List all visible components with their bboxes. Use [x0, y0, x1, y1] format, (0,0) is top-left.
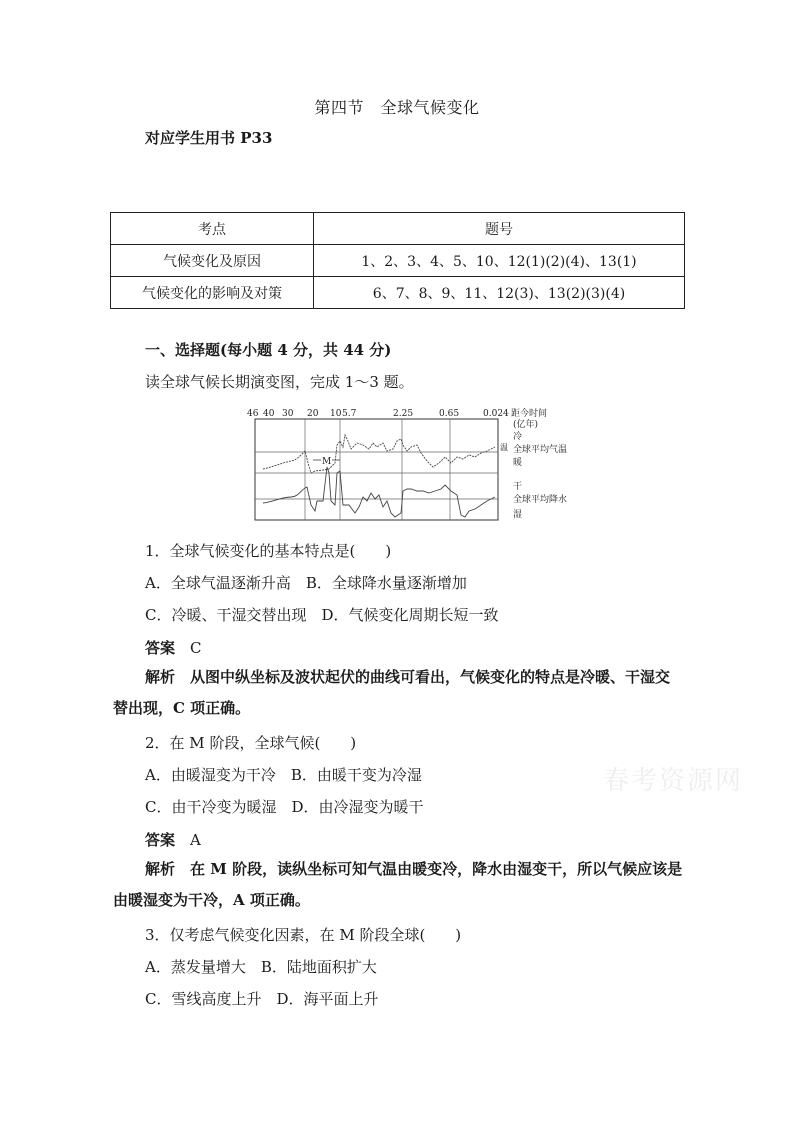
question-1-analysis — [113, 662, 685, 724]
answer-value: C — [190, 639, 202, 657]
table-cell: 气候变化的影响及对策 — [111, 277, 314, 309]
temp-mid-label: 温 — [500, 443, 508, 452]
table-cell: 6、7、8、9、11、12(3)、13(2)(3)(4) — [314, 277, 685, 309]
analysis-label: 解析 — [145, 668, 176, 686]
tick-label: 46 — [247, 409, 259, 419]
axis-title: 距今时间 — [511, 409, 548, 419]
table-header-cell: 题号 — [314, 213, 685, 245]
answer-label: 答案 — [145, 639, 176, 657]
temp-axis-label: 全球平均气温 — [513, 445, 568, 455]
table-header-row — [111, 213, 685, 245]
tick-label: 20 — [307, 409, 319, 419]
tick-label: 2.25 — [393, 409, 414, 419]
textbook-reference: 对应学生用书 P33 — [145, 129, 273, 147]
tick-label: 10 — [330, 409, 342, 419]
question-1-options-cd: C．冷暖、干湿交替出现 D．气候变化周期长短一致 — [145, 606, 499, 624]
question-1-stem: 1．全球气候变化的基本特点是( ) — [145, 542, 392, 560]
tick-label: 30 — [282, 409, 294, 419]
table-row — [111, 277, 685, 309]
tick-label: 5.7 — [342, 409, 357, 419]
tick-label: 40 — [263, 409, 275, 419]
table-row — [111, 245, 685, 277]
rain-dry-label: 干 — [513, 482, 523, 492]
m-marker: M — [322, 457, 332, 467]
question-1-options-ab: A．全球气温逐渐升高 B．全球降水量逐渐增加 — [145, 574, 467, 592]
rain-wet-label: 湿 — [513, 510, 523, 520]
analysis-label: 解析 — [145, 860, 176, 878]
rain-axis-label: 全球平均降水 — [513, 495, 568, 505]
section-intro: 读全球气候长期演变图，完成 1～3 题。 — [145, 373, 414, 391]
question-2-analysis — [113, 854, 685, 916]
question-3-stem: 3．仅考虑气候变化因素，在 M 阶段全球( ) — [145, 926, 462, 944]
figure-frame — [255, 419, 498, 520]
answer-label: 答案 — [145, 831, 176, 849]
answer-value: A — [190, 831, 201, 849]
question-2-options-ab: A．由暖湿变为干冷 B．由暖干变为冷湿 — [145, 766, 422, 784]
question-3-options-cd: C．雪线高度上升 D．海平面上升 — [145, 990, 379, 1008]
question-3-options-ab: A．蒸发量增大 B．陆地面积扩大 — [145, 958, 377, 976]
question-2-options-cd: C．由干冷变为暖湿 D．由冷湿变为暖干 — [145, 798, 424, 816]
page-title: 第四节 全球气候变化 — [314, 98, 480, 117]
temperature-curve — [263, 435, 495, 473]
tick-label: 0.024 — [483, 409, 509, 419]
section-heading: 一、选择题(每小题 4 分，共 44 分) — [145, 341, 392, 359]
table-cell: 1、2、3、4、5、10、12(1)(2)(4)、13(1) — [314, 245, 685, 277]
tick-label: 0.65 — [439, 409, 460, 419]
climate-evolution-figure — [245, 405, 590, 525]
table-cell: 气候变化及原因 — [111, 245, 314, 277]
temp-cold-label: 冷 — [513, 432, 523, 442]
analysis-text: 在 M 阶段，读纵坐标可知气温由暖变冷，降水由湿变干，所以气候应该是由暖湿变为干冷，A 项正确。 — [113, 860, 683, 909]
watermark: 春考资源网 — [603, 766, 744, 796]
table-header-cell: 考点 — [111, 213, 314, 245]
temp-warm-label: 暖 — [513, 458, 523, 468]
question-2-answer — [145, 829, 201, 850]
axis-unit: (亿年) — [513, 420, 539, 430]
question-2-stem: 2．在 M 阶段，全球气候( ) — [145, 734, 357, 752]
question-1-answer — [145, 637, 202, 658]
analysis-text: 从图中纵坐标及波状起伏的曲线可看出，气候变化的特点是冷暖、干湿交替出现，C 项正确。 — [113, 668, 671, 717]
precipitation-curve — [263, 467, 495, 517]
index-table — [110, 212, 685, 309]
